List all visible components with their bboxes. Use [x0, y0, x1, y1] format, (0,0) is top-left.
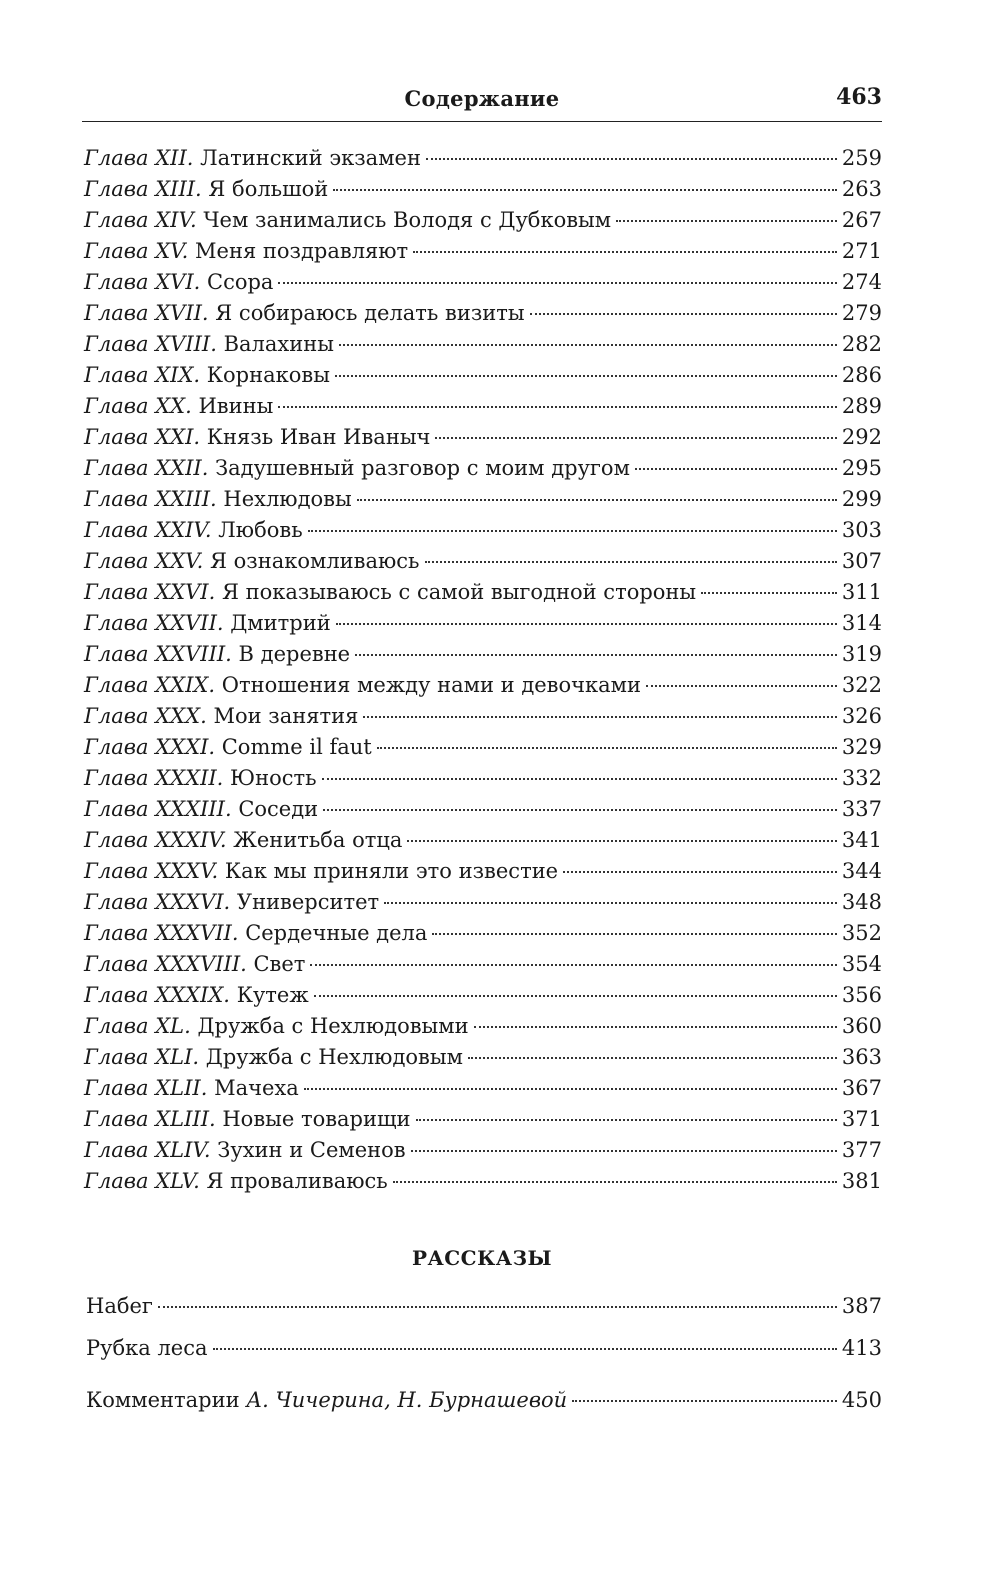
story-title: Набег	[86, 1294, 153, 1318]
dot-leader	[435, 437, 836, 439]
chapter-label: Глава XIV.	[84, 208, 197, 232]
dot-leader	[407, 840, 836, 842]
dot-leader	[278, 406, 837, 408]
toc-entry[interactable]	[84, 1014, 882, 1045]
toc-entry[interactable]	[84, 177, 882, 208]
entry-page-number: 341	[841, 828, 882, 852]
toc-entry[interactable]	[84, 487, 882, 518]
dot-leader	[363, 716, 837, 718]
chapter-title: Мои занятия	[213, 704, 359, 728]
dot-leader	[308, 530, 837, 532]
story-title: Рубка леса	[86, 1336, 208, 1360]
dot-leader	[335, 375, 837, 377]
toc-entry[interactable]	[84, 580, 882, 611]
chapter-label: Глава XXIX.	[84, 673, 216, 697]
page-title: Содержание	[404, 86, 560, 111]
entry-page-number: 286	[841, 363, 882, 387]
entry-page-number: 319	[841, 642, 882, 666]
dot-leader	[416, 1119, 837, 1121]
entry-page-number: 352	[841, 921, 882, 945]
dot-leader	[701, 592, 837, 594]
toc-entry[interactable]	[84, 983, 882, 1014]
toc-entry-story[interactable]	[86, 1336, 882, 1378]
entry-page-number: 329	[841, 735, 882, 759]
chapter-title: Мачеха	[214, 1076, 299, 1100]
chapter-label: Глава XL.	[84, 1014, 191, 1038]
entry-page-number: 322	[841, 673, 882, 697]
chapter-title: Меня поздравляют	[195, 239, 409, 263]
entry-page-number: 381	[841, 1169, 882, 1193]
chapter-title: Нехлюдовы	[223, 487, 352, 511]
toc-entry[interactable]	[84, 239, 882, 270]
chapter-label: Глава XXXV.	[84, 859, 219, 883]
chapter-label: Глава XXIV.	[84, 518, 212, 542]
dot-leader	[323, 809, 837, 811]
toc-entry[interactable]	[84, 1138, 882, 1169]
dot-leader	[278, 282, 836, 284]
chapter-title: Латинский экзамен	[200, 146, 421, 170]
entry-page-number: 450	[841, 1388, 882, 1412]
chapter-title: Соседи	[238, 797, 319, 821]
toc-entry[interactable]	[84, 363, 882, 394]
dot-leader	[393, 1181, 837, 1183]
chapter-title: В деревне	[238, 642, 351, 666]
toc-entry[interactable]	[84, 952, 882, 983]
dot-leader	[572, 1400, 837, 1402]
toc-entry[interactable]	[84, 828, 882, 859]
chapter-label: Глава XII.	[84, 146, 194, 170]
toc-entry[interactable]	[84, 1076, 882, 1107]
dot-leader	[432, 933, 837, 935]
entry-page-number: 292	[841, 425, 882, 449]
entry-page-number: 274	[841, 270, 882, 294]
entry-page-number: 279	[841, 301, 882, 325]
chapter-title: Сердечные дела	[245, 921, 428, 945]
chapter-title: Свет	[253, 952, 306, 976]
chapter-label: Глава XLII.	[84, 1076, 208, 1100]
dot-leader	[336, 623, 837, 625]
toc-entry[interactable]	[84, 766, 882, 797]
chapter-title: Я собираюсь делать визиты	[215, 301, 525, 325]
chapter-label: Глава XXXVIII.	[84, 952, 247, 976]
entry-page-number: 356	[841, 983, 882, 1007]
chapter-title: Валахины	[223, 332, 334, 356]
entry-page-number: 354	[841, 952, 882, 976]
chapter-label: Глава XXI.	[84, 425, 201, 449]
dot-leader	[635, 468, 837, 470]
entry-page-number: 282	[841, 332, 882, 356]
chapter-title: Юность	[230, 766, 317, 790]
dot-leader	[355, 654, 837, 656]
chapter-title: Кутеж	[236, 983, 309, 1007]
chapter-title: Дружба с Нехлюдовым	[205, 1045, 463, 1069]
toc-entry[interactable]	[84, 270, 882, 301]
chapter-label: Глава XXXIX.	[84, 983, 230, 1007]
toc-entry[interactable]	[84, 301, 882, 332]
entry-page-number: 387	[841, 1294, 882, 1318]
chapter-label: Глава XXXVI.	[84, 890, 231, 914]
chapter-label: Глава XXVI.	[84, 580, 216, 604]
dot-leader	[474, 1026, 837, 1028]
dot-leader	[158, 1306, 837, 1308]
dot-leader	[357, 499, 837, 501]
entry-page-number: 337	[841, 797, 882, 821]
chapter-label: Глава XXII.	[84, 456, 209, 480]
chapter-label: Глава XLIII.	[84, 1107, 216, 1131]
entry-page-number: 371	[841, 1107, 882, 1131]
entry-page-number: 314	[841, 611, 882, 635]
commentary-authors: А. Чичерина, Н. Бурнашевой	[246, 1388, 568, 1412]
chapter-label: Глава XIII.	[84, 177, 202, 201]
chapter-title: Ссора	[207, 270, 274, 294]
entry-page-number: 348	[841, 890, 882, 914]
chapter-label: Глава XLI.	[84, 1045, 200, 1069]
chapter-title: Чем занимались Володя с Дубковым	[203, 208, 612, 232]
stories-list	[86, 1294, 882, 1378]
commentary-prefix: Комментарии	[86, 1388, 240, 1412]
chapter-title: Зухин и Семенов	[217, 1138, 406, 1162]
toc-entry[interactable]	[84, 549, 882, 580]
entry-page-number: 326	[841, 704, 882, 728]
chapter-label: Глава XXIII.	[84, 487, 217, 511]
toc-entry[interactable]	[84, 704, 882, 735]
dot-leader	[411, 1150, 837, 1152]
chapter-label: Глава XLV.	[84, 1169, 200, 1193]
dot-leader	[530, 313, 837, 315]
entry-page-number: 311	[841, 580, 882, 604]
toc-entry[interactable]	[84, 208, 882, 239]
chapter-title: Дмитрий	[230, 611, 331, 635]
entry-page-number: 263	[841, 177, 882, 201]
toc-entry[interactable]	[84, 642, 882, 673]
chapter-label: Глава XXXVII.	[84, 921, 239, 945]
chapter-label: Глава XXVIII.	[84, 642, 232, 666]
chapter-title: Корнаковы	[206, 363, 330, 387]
dot-leader	[339, 344, 837, 346]
chapter-title: Comme il faut	[221, 735, 372, 759]
dot-leader	[314, 995, 837, 997]
toc-entry[interactable]	[84, 425, 882, 456]
toc-entry[interactable]	[84, 673, 882, 704]
section-title-stories: РАССКАЗЫ	[411, 1246, 553, 1270]
chapter-label: Глава XV.	[84, 239, 189, 263]
chapter-title: Женитьба отца	[233, 828, 403, 852]
toc-entry[interactable]	[84, 1169, 882, 1200]
toc-entry-story[interactable]	[86, 1294, 882, 1336]
chapter-label: Глава XLIV.	[84, 1138, 211, 1162]
chapter-title: Университет	[236, 890, 380, 914]
entry-page-number: 267	[841, 208, 882, 232]
chapter-title: Отношения между нами и девочками	[221, 673, 641, 697]
dot-leader	[322, 778, 837, 780]
toc-entry[interactable]	[84, 518, 882, 549]
dot-leader	[304, 1088, 837, 1090]
entry-page-number: 295	[841, 456, 882, 480]
toc-entry[interactable]	[84, 146, 882, 177]
entry-page-number: 360	[841, 1014, 882, 1038]
toc-entry[interactable]	[84, 456, 882, 487]
toc-entry[interactable]	[84, 797, 882, 828]
entry-page-number: 363	[841, 1045, 882, 1069]
chapter-label: Глава XVIII.	[84, 332, 217, 356]
page-number: 463	[836, 84, 882, 110]
chapter-title: Князь Иван Иваныч	[206, 425, 431, 449]
toc-entry[interactable]	[84, 394, 882, 425]
chapter-title: Как мы приняли это известие	[224, 859, 559, 883]
entry-page-number: 289	[841, 394, 882, 418]
entry-page-number: 413	[841, 1336, 882, 1360]
toc-entry[interactable]	[84, 1045, 882, 1076]
chapter-title: Я ознакомливаюсь	[209, 549, 420, 573]
toc-entry-commentary[interactable]	[86, 1388, 882, 1424]
commentary-entry	[86, 1388, 882, 1424]
toc-entry[interactable]	[84, 1107, 882, 1138]
dot-leader	[413, 251, 837, 253]
dot-leader	[646, 685, 837, 687]
chapter-label: Глава XX.	[84, 394, 192, 418]
entry-page-number: 271	[841, 239, 882, 263]
entry-page-number: 332	[841, 766, 882, 790]
toc-entry[interactable]	[84, 890, 882, 921]
dot-leader	[377, 747, 837, 749]
chapter-title: Я проваливаюсь	[206, 1169, 388, 1193]
chapter-title: Дружба с Нехлюдовыми	[197, 1014, 469, 1038]
chapter-title: Любовь	[218, 518, 303, 542]
dot-leader	[426, 158, 837, 160]
chapter-title: Новые товарищи	[222, 1107, 411, 1131]
entry-page-number: 367	[841, 1076, 882, 1100]
chapter-label: Глава XVI.	[84, 270, 201, 294]
entry-page-number: 307	[841, 549, 882, 573]
entry-page-number: 259	[841, 146, 882, 170]
toc-entry[interactable]	[84, 735, 882, 766]
chapter-label: Глава XXX.	[84, 704, 207, 728]
entry-page-number: 377	[841, 1138, 882, 1162]
dot-leader	[563, 871, 837, 873]
chapter-label: Глава XXXIII.	[84, 797, 232, 821]
dot-leader	[384, 902, 837, 904]
chapter-title: Ивины	[198, 394, 274, 418]
dot-leader	[213, 1348, 837, 1350]
chapter-label: Глава XIX.	[84, 363, 201, 387]
toc-entry[interactable]	[84, 611, 882, 642]
header-rule	[82, 121, 882, 122]
entry-page-number: 303	[841, 518, 882, 542]
entry-page-number: 299	[841, 487, 882, 511]
dot-leader	[425, 561, 837, 563]
toc-entry[interactable]	[84, 332, 882, 363]
chapter-title: Я показываюсь с самой выгодной стороны	[221, 580, 697, 604]
chapter-label: Глава XXXI.	[84, 735, 216, 759]
chapter-label: Глава XXVII.	[84, 611, 224, 635]
chapter-title: Я большой	[208, 177, 329, 201]
dot-leader	[468, 1057, 837, 1059]
chapter-title: Задушевный разговор с моим другом	[215, 456, 630, 480]
chapter-label: Глава XXV.	[84, 549, 204, 573]
toc-entry[interactable]	[84, 921, 882, 952]
chapter-label: Глава XVII.	[84, 301, 209, 325]
chapter-label: Глава XXXIV.	[84, 828, 227, 852]
chapter-label: Глава XXXII.	[84, 766, 224, 790]
table-of-contents	[84, 146, 882, 1200]
toc-entry[interactable]	[84, 859, 882, 890]
entry-page-number: 344	[841, 859, 882, 883]
dot-leader	[310, 964, 836, 966]
dot-leader	[333, 189, 837, 191]
running-header	[82, 82, 882, 120]
dot-leader	[616, 220, 837, 222]
